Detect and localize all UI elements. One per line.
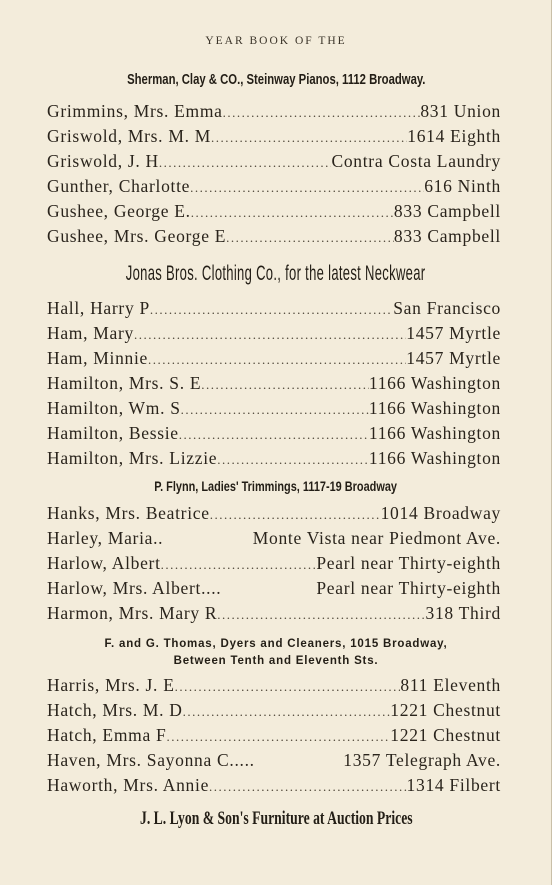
ad-text: P. Flynn, Ladies' Trimmings, 1117-19 Broadway — [154, 478, 398, 494]
entry-address: 1221 Chestnut — [390, 700, 501, 720]
entry-name: Ham, Mary — [47, 323, 134, 343]
entry-address: Contra Costa Laundry — [331, 151, 501, 171]
entry-address: 616 Ninth — [424, 176, 501, 196]
directory-entry — [47, 750, 501, 772]
entry-address: Pearl near Thirty-eighth — [316, 578, 501, 598]
directory-entry — [47, 323, 501, 345]
dot-leader — [210, 507, 381, 523]
dot-leader — [134, 327, 406, 343]
entry-address: 1221 Chestnut — [390, 725, 501, 745]
dot-leader — [148, 352, 406, 368]
directory-entry — [47, 603, 501, 625]
dot-leader — [183, 704, 391, 720]
entry-address: Pearl near Thirty-eighth — [316, 553, 501, 573]
entry-name: Hamilton, Mrs. Lizzie — [47, 448, 218, 468]
entry-address: 831 Union — [420, 101, 501, 121]
dot-leader — [181, 402, 369, 418]
directory-entry — [47, 298, 501, 320]
entry-name: Gushee, Mrs. George E — [47, 226, 227, 246]
entry-name: Grimmins, Mrs. Emma — [47, 101, 223, 121]
entry-address: 1457 Myrtle — [406, 323, 501, 343]
entry-name: Griswold, Mrs. M. M — [47, 126, 212, 146]
entry-name: Hamilton, Wm. S — [47, 398, 181, 418]
directory-entry — [47, 448, 501, 470]
ad-text-line1: F. and G. Thomas, Dyers and Cleaners, 1015 Broadway, — [104, 638, 448, 650]
directory-entry — [47, 528, 501, 550]
directory-entry — [47, 101, 501, 123]
entry-name: Harley, Maria.. — [47, 528, 164, 548]
directory-entry — [47, 348, 501, 370]
dot-leader — [211, 130, 407, 146]
ad-text: Sherman, Clay & CO., Steinway Pianos, 1112 Broadway. — [126, 72, 426, 88]
dot-leader — [166, 729, 390, 745]
dot-leader — [179, 427, 369, 443]
entry-address: 1357 Telegraph Ave. — [343, 750, 501, 770]
entry-address: 1014 Broadway — [380, 503, 501, 523]
directory-entry — [47, 578, 501, 600]
ad-jonas-bros — [0, 262, 552, 286]
dot-leader — [223, 105, 421, 121]
dot-leader — [226, 230, 394, 246]
dot-leader — [150, 302, 393, 318]
entry-address: 1166 Washington — [368, 398, 501, 418]
entry-name: Hatch, Emma F — [47, 725, 167, 745]
entry-name: Gushee, George E. — [47, 201, 191, 221]
ad-text: Jonas Bros. Clothing Co., for the latest Neckwear — [126, 262, 426, 285]
dot-leader — [217, 452, 369, 468]
dot-leader — [209, 779, 407, 795]
dot-leader — [159, 155, 332, 171]
entry-address: 1457 Myrtle — [406, 348, 501, 368]
entry-address: 318 Third — [425, 603, 501, 623]
directory-entry — [47, 675, 501, 697]
entry-address: 833 Campbell — [393, 226, 501, 246]
entry-address: 1166 Washington — [368, 373, 501, 393]
entry-name: Ham, Minnie — [47, 348, 149, 368]
entry-name: Haworth, Mrs. Annie — [47, 775, 210, 795]
dot-leader — [201, 377, 369, 393]
directory-entry — [47, 775, 501, 797]
entry-name: Hatch, Mrs. M. D — [47, 700, 183, 720]
directory-entry — [47, 700, 501, 722]
dot-leader — [190, 180, 424, 196]
ad-text: J. L. Lyon & Son's Furniture at Auction Prices — [139, 808, 413, 829]
entry-address: 1614 Eighth — [407, 126, 501, 146]
directory-entry — [47, 725, 501, 747]
directory-entry — [47, 126, 501, 148]
entry-address: 1166 Washington — [368, 448, 501, 468]
entry-name: Haven, Mrs. Sayonna C..... — [47, 750, 255, 770]
directory-entry — [47, 503, 501, 525]
directory-entry — [47, 201, 501, 223]
entry-address: 1166 Washington — [368, 423, 501, 443]
directory-entry — [47, 423, 501, 445]
ad-p-flynn — [0, 478, 552, 494]
directory-entry — [47, 226, 501, 248]
directory-entry — [47, 176, 501, 198]
ad-thomas-dyers — [0, 636, 552, 670]
directory-entry — [47, 398, 501, 420]
dot-leader — [161, 557, 317, 573]
directory-entry — [47, 553, 501, 575]
entry-name: Harmon, Mrs. Mary R — [47, 603, 218, 623]
running-head: YEAR BOOK OF THE — [205, 35, 347, 47]
directory-entry — [47, 373, 501, 395]
entry-name: Gunther, Charlotte — [47, 176, 191, 196]
entry-name: Hall, Harry P — [47, 298, 150, 318]
ad-jl-lyon — [0, 808, 552, 830]
entry-name: Griswold, J. H — [47, 151, 159, 171]
entry-address: 833 Campbell — [393, 201, 501, 221]
entry-address: 1314 Filbert — [406, 775, 501, 795]
dot-leader — [175, 679, 401, 695]
entry-address: San Francisco — [393, 298, 501, 318]
ad-text-line2: Between Tenth and Eleventh Sts. — [173, 655, 379, 667]
ad-sherman-clay — [0, 72, 552, 88]
entry-name: Harlow, Mrs. Albert.... — [47, 578, 222, 598]
entry-name: Harlow, Albert — [47, 553, 161, 573]
entry-name: Hanks, Mrs. Beatrice — [47, 503, 210, 523]
entry-address: 811 Eleventh — [400, 675, 501, 695]
entry-address: Monte Vista near Piedmont Ave. — [252, 528, 501, 548]
dot-leader — [217, 607, 425, 623]
dot-leader — [191, 205, 394, 221]
entry-name: Hamilton, Bessie — [47, 423, 179, 443]
entry-name: Harris, Mrs. J. E — [47, 675, 175, 695]
entry-name: Hamilton, Mrs. S. E — [47, 373, 202, 393]
directory-entry — [47, 151, 501, 173]
